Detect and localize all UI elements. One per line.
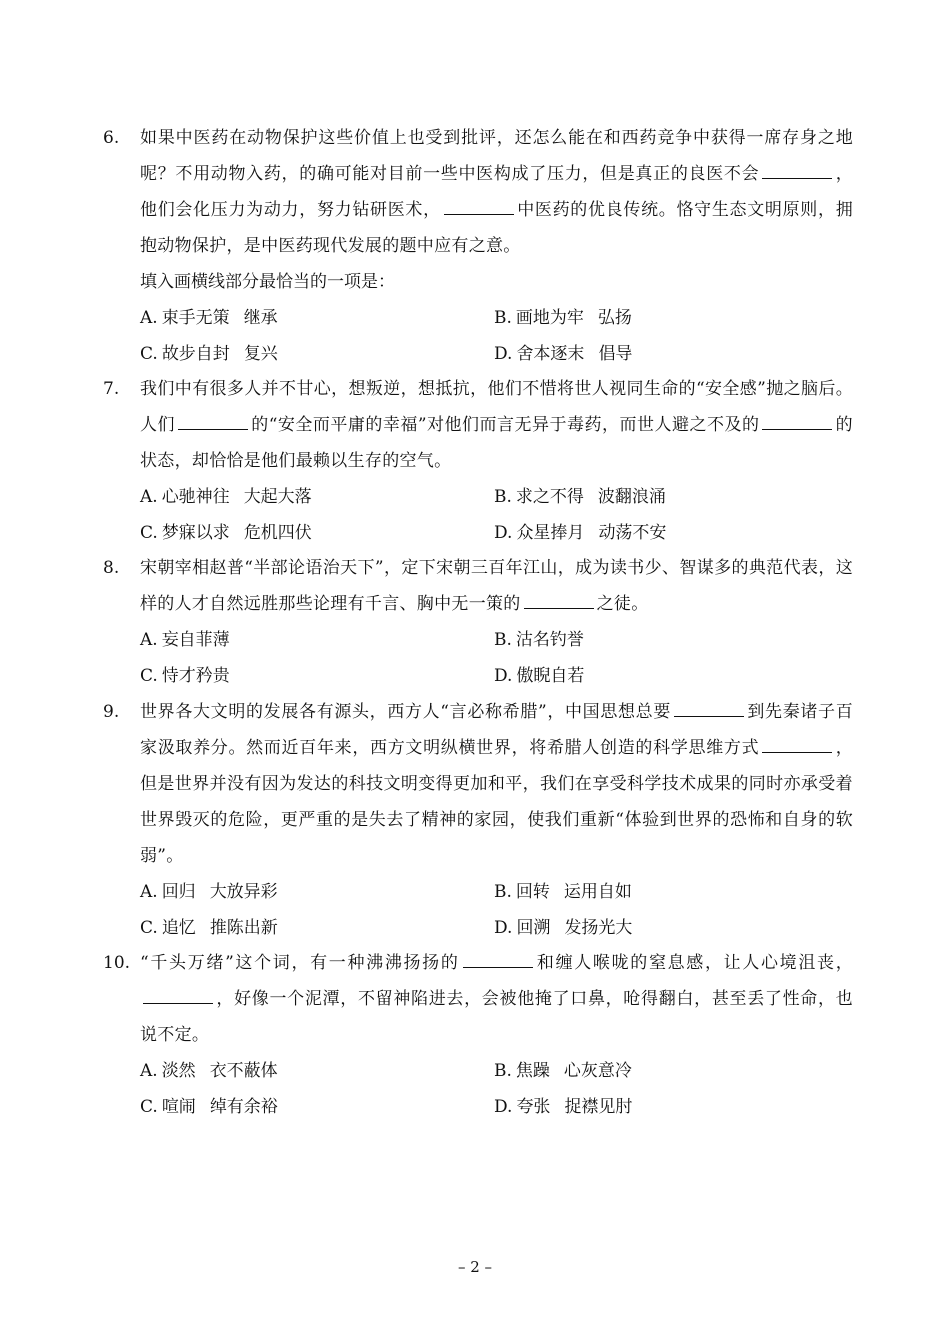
option-b[interactable]: B. 沽名钓誉 — [494, 630, 584, 650]
question-number: 8. — [103, 558, 120, 578]
page-number: – 2 – — [457, 1258, 493, 1276]
question-9 — [103, 694, 853, 946]
option-d[interactable]: D. 傲睨自若 — [494, 666, 585, 686]
question-stem: 如果中医药在动物保护这些价值上也受到批评，还怎么能在和西药竞争中获得一席存身之地呢？不用动物入药，的确可能对目前一些中医构成了压力，但是真正的良医不会 ，他们会化压力为动力，努力钻研医术， 中医药的优良传统。恪守生态文明原则，拥抱动物保护，是中医药现代发展的题中应有之意。 — [140, 128, 853, 256]
question-stem: “千头万绪”这个词，有一种沸沸扬扬的 和缠人喉咙的窒息感，让人心境沮丧，，好像一个泥潭，不留神陷进去，会被他掩了口鼻，呛得翻白，甚至丢了性命，也说不定。 — [140, 953, 853, 1045]
answer-blank — [178, 415, 248, 430]
option-b[interactable]: B. 焦躁 心灰意冷 — [494, 1061, 632, 1081]
option-b[interactable]: B. 求之不得 波翻浪涌 — [494, 487, 666, 507]
option-c[interactable]: C. 喧闹 绰有余裕 — [140, 1097, 278, 1117]
options — [140, 300, 853, 372]
option-c[interactable]: C. 恃才矜贵 — [140, 666, 230, 686]
question-stem: 世界各大文明的发展各有源头，西方人“言必称希腊”，中国思想总要 到先秦诸子百家汲取养分。然而近百年来，西方文明纵横世界，将希腊人创造的科学思维方式 ，但是世界并没有因为发达的科技文明变得更加和平，我们在享受科学技术成果的同时亦承受着世界毁灭的危险，更严重的是失去了精神的家园，使我们重新“体验到世界的恐怖和自身的软弱”。 — [140, 702, 853, 866]
option-c[interactable]: C. 故步自封 复兴 — [140, 344, 278, 364]
question-6 — [103, 120, 853, 372]
options — [140, 479, 853, 551]
option-d[interactable]: D. 舍本逐末 倡导 — [494, 344, 633, 364]
answer-blank — [762, 164, 832, 179]
question-7 — [103, 371, 853, 551]
option-d[interactable]: D. 众星捧月 动荡不安 — [494, 523, 667, 543]
question-stem: 我们中有很多人并不甘心，想叛逆，想抵抗，他们不惜将世人视同生命的“安全感”抛之脑后。人们 的“安全而平庸的幸福”对他们而言无异于毒药，而世人避之不及的 的状态，却恰恰是他们最赖以生存的空气。 — [140, 379, 853, 471]
options — [140, 1053, 853, 1125]
options — [140, 622, 853, 694]
answer-blank — [444, 200, 514, 215]
answer-blank — [463, 953, 533, 968]
option-c[interactable]: C. 梦寐以求 危机四伏 — [140, 523, 312, 543]
question-8 — [103, 550, 853, 694]
question-number: 10. — [103, 953, 131, 973]
question-number: 7. — [103, 379, 120, 399]
answer-blank — [674, 702, 744, 717]
answer-blank — [762, 738, 832, 753]
option-a[interactable]: A. 心驰神往 大起大落 — [140, 487, 312, 507]
question-number: 9. — [103, 702, 120, 722]
question-10 — [103, 945, 853, 1125]
option-a[interactable]: A. 淡然 衣不蔽体 — [140, 1061, 278, 1081]
option-a[interactable]: A. 妄自菲薄 — [140, 630, 230, 650]
option-b[interactable]: B. 回转 运用自如 — [494, 882, 632, 902]
options — [140, 874, 853, 946]
question-stem: 宋朝宰相赵普“半部论语治天下”，定下宋朝三百年江山，成为读书少、智谋多的典范代表，这样的人才自然远胜那些论理有千言、胸中无一策的 之徒。 — [140, 558, 853, 614]
answer-blank — [762, 415, 832, 430]
option-d[interactable]: D. 回溯 发扬光大 — [494, 918, 633, 938]
answer-blank — [524, 594, 594, 609]
question-instruction: 填入画横线部分最恰当的一项是： — [140, 272, 395, 292]
option-a[interactable]: A. 束手无策 继承 — [140, 308, 278, 328]
option-c[interactable]: C. 追忆 推陈出新 — [140, 918, 278, 938]
option-b[interactable]: B. 画地为牢 弘扬 — [494, 308, 632, 328]
option-d[interactable]: D. 夸张 捉襟见肘 — [494, 1097, 633, 1117]
answer-blank — [143, 989, 213, 1004]
question-number: 6. — [103, 128, 120, 148]
option-a[interactable]: A. 回归 大放异彩 — [140, 882, 278, 902]
